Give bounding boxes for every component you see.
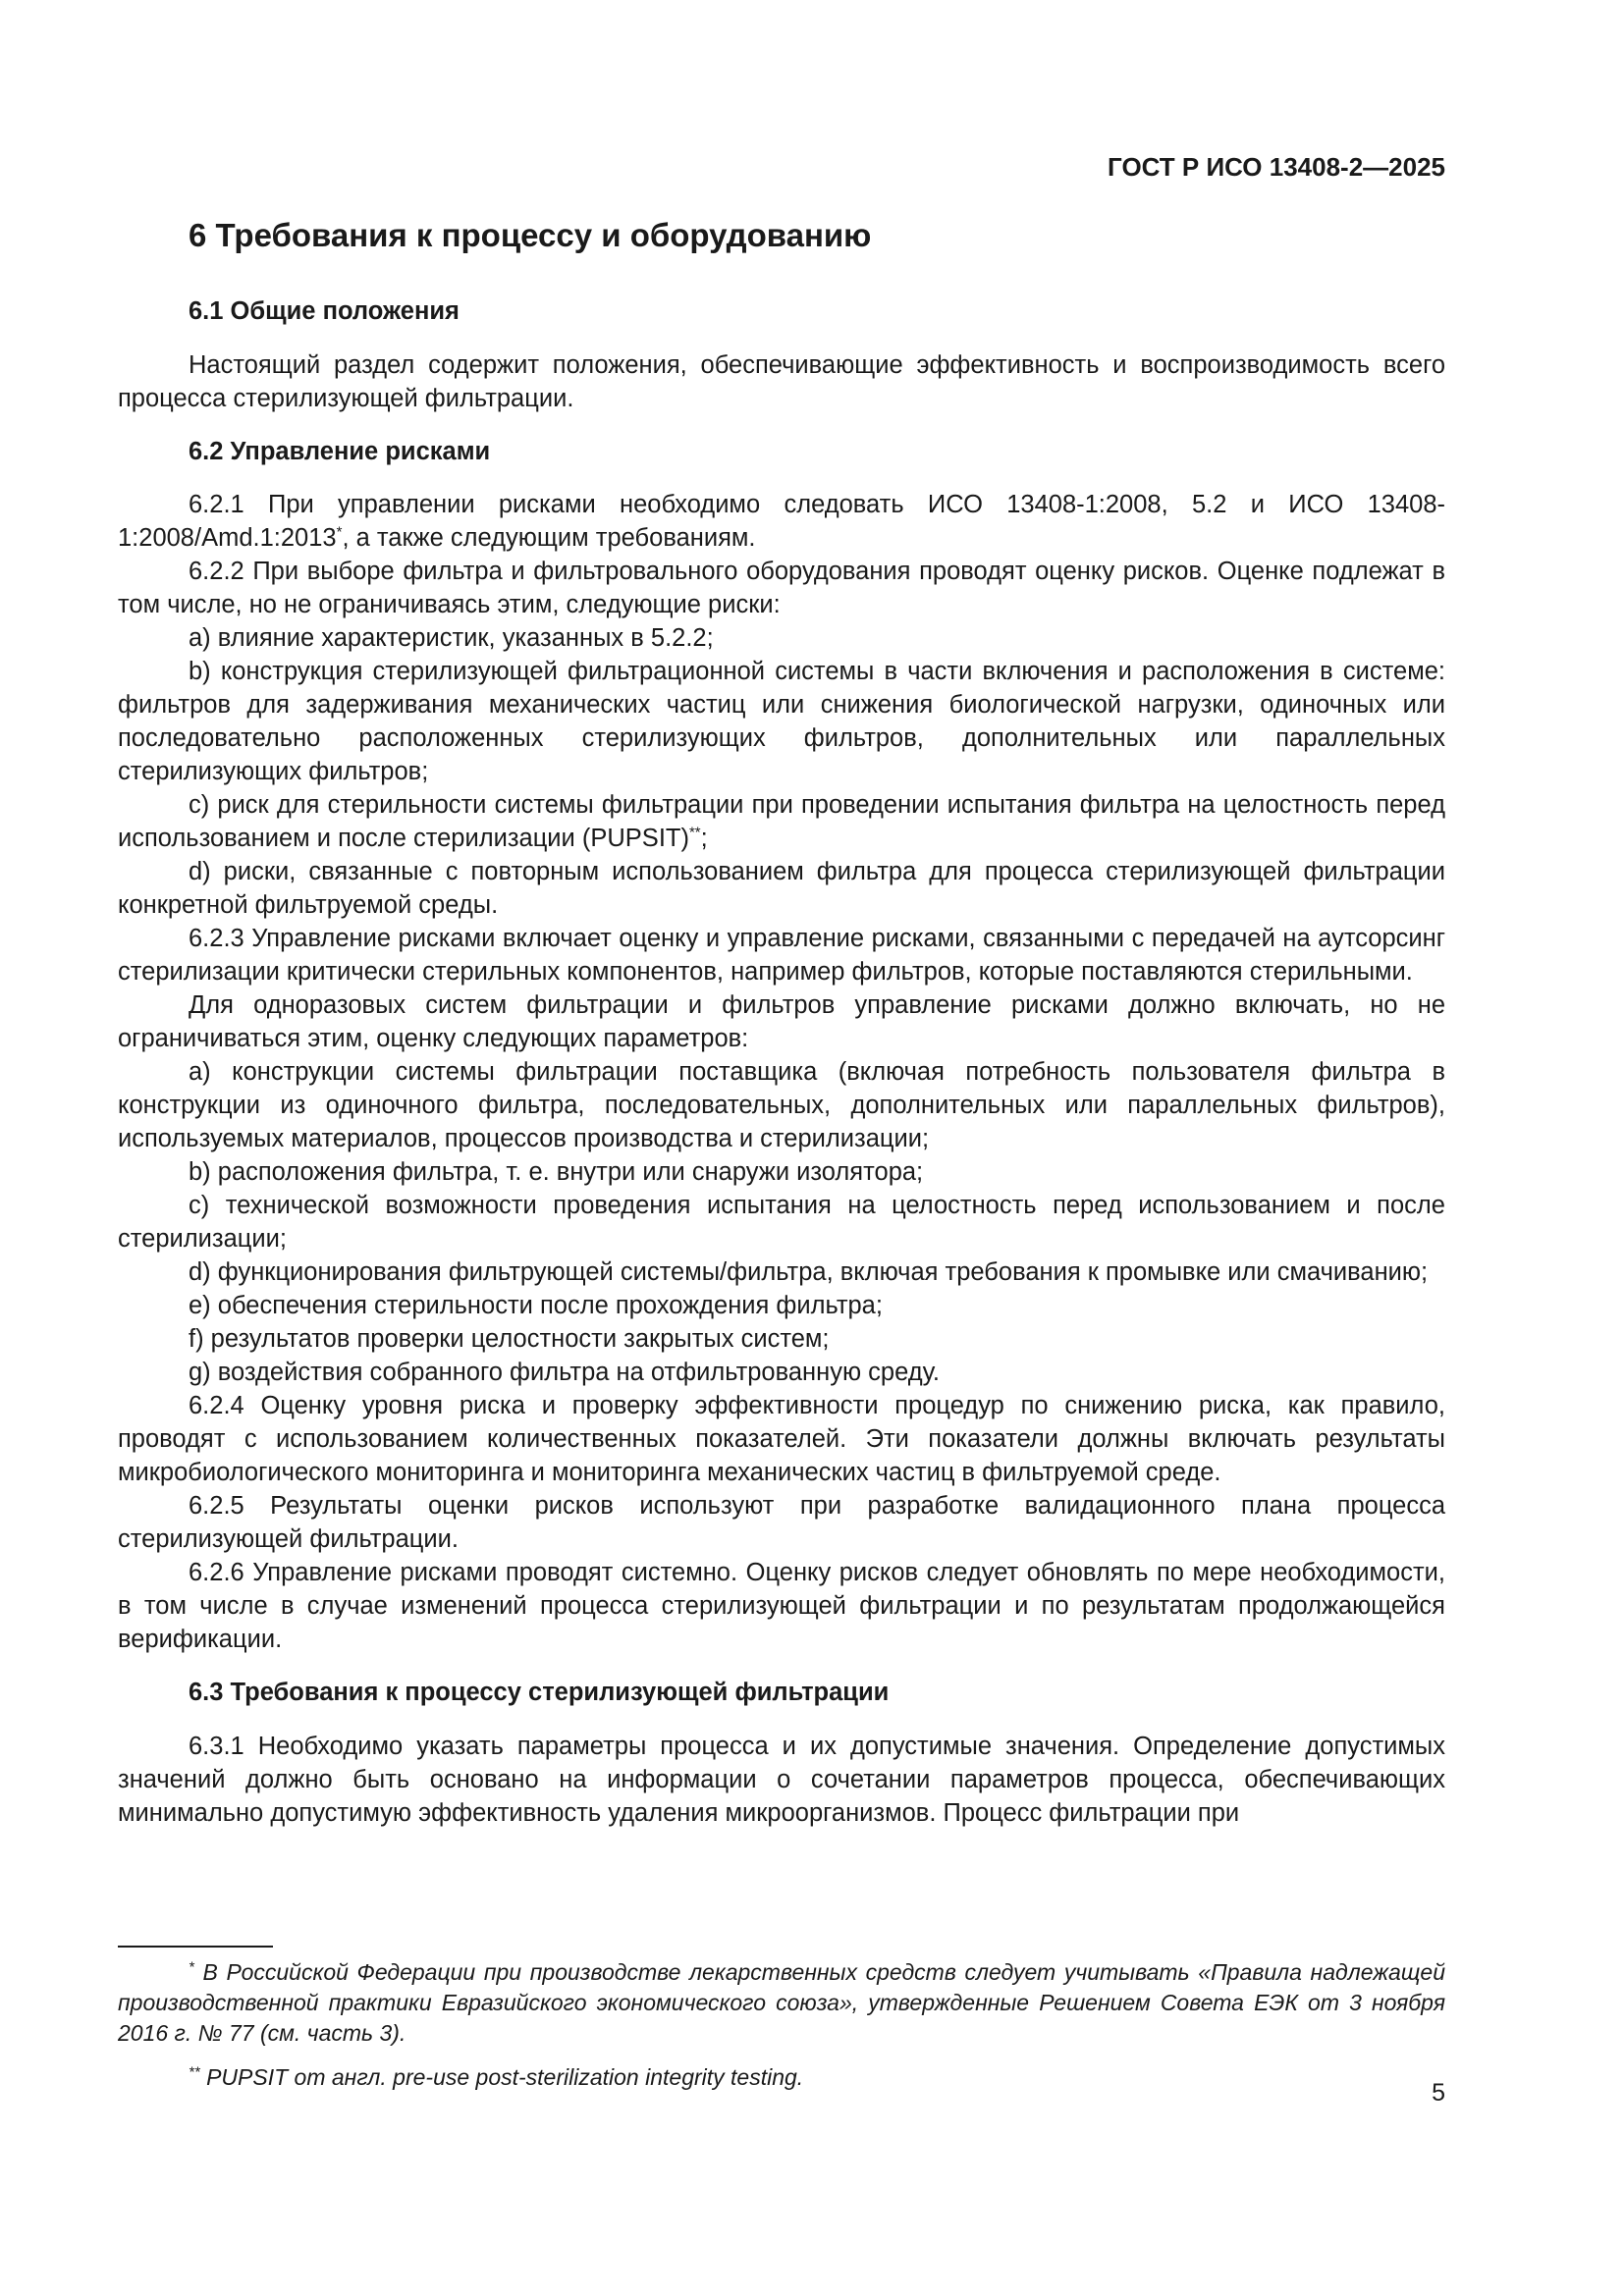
sub-list-item-g: g) воздействия собранного фильтра на отфильтрованную среду.	[189, 1359, 940, 1387]
section-title: 6 Требования к процессу и оборудованию	[189, 217, 872, 253]
footnote-2	[118, 2062, 1445, 2093]
sub-list-item-f: f) результатов проверки целостности закрытых систем;	[189, 1325, 830, 1354]
paragraph-6-2-5: 6.2.5 Результаты оценки рисков используют при разработке валидационного плана процесса стерилизующей фильтрации.	[118, 1492, 1445, 1554]
list-item-b: b) конструкция стерилизующей фильтрационной системы в части включения и расположения в системе: фильтров для задерживания механических частиц или снижения биологической нагрузки, одиночных или последовательно расположенных стерилизующих фильтров, дополнительных или параллельных стерилизующих фильтров;	[118, 658, 1445, 786]
list-item-c-end: ;	[700, 825, 708, 853]
list-item-a: a) влияние характеристик, указанных в 5.2.2;	[189, 624, 714, 653]
subsection-title-6-2: 6.2 Управление рисками	[189, 437, 491, 465]
footnotes	[118, 1946, 1445, 2107]
paragraph-6-3-1: 6.3.1 Необходимо указать параметры процесса и их допустимые значения. Определение допустимых значений должно быть основано на информации о сочетании параметров процесса, обеспечивающих минимально допустимую эффективность удаления микроорганизмов. Процесс фильтрации при	[118, 1733, 1445, 1828]
paragraph-6-2-1	[118, 488, 1445, 555]
subsection-title-6-1: 6.1 Общие положения	[189, 297, 460, 326]
footnote-separator	[118, 1946, 273, 1948]
footnote-ref-2: **	[688, 824, 701, 841]
paragraph-single-use-intro: Для одноразовых систем фильтрации и фильтров управление рисками должно включать, но не ограничиваться этим, оценку следующих параметров:	[118, 991, 1445, 1053]
footnote-mark-1: *	[189, 1958, 194, 1976]
paragraph-6-1: Настоящий раздел содержит положения, обеспечивающие эффективность и воспроизводимость всего процесса стерилизующей фильтрации.	[118, 350, 1445, 412]
paragraph-6-2-6: 6.2.6 Управление рисками проводят системно. Оценку рисков следует обновлять по мере необходимости, в том числе в случае изменений процесса стерилизующей фильтрации и по результатам продолжающейся верификации.	[118, 1559, 1445, 1654]
sub-list-item-b: b) расположения фильтра, т. е. внутри или снаружи изолятора;	[189, 1158, 924, 1187]
list-item-d: d) риски, связанные с повторным использованием фильтра для процесса стерилизующей фильтрации конкретной фильтруемой среды.	[118, 858, 1445, 920]
document-code: ГОСТ Р ИСО 13408-2—2025	[1108, 152, 1445, 182]
page-number: 5	[1432, 2079, 1445, 2107]
paragraph-6-2-2: 6.2.2 При выборе фильтра и фильтровального оборудования проводят оценку рисков. Оценке подлежат в том числе, но не ограничиваясь этим, следующие риски:	[118, 558, 1445, 619]
footnote-ref-1: *	[336, 523, 343, 541]
subsection-title-6-3: 6.3 Требования к процессу стерилизующей фильтрации	[189, 1679, 890, 1707]
paragraph-6-2-3: 6.2.3 Управление рисками включает оценку и управление рисками, связанными с передачей на аутсорсинг стерилизации критически стерильных компонентов, например фильтров, которые поставляются стерильными.	[118, 925, 1445, 987]
paragraph-6-2-4: 6.2.4 Оценку уровня риска и проверку эффективности процедур по снижению риска, как правило, проводят с использованием количественных показателей. Эти показатели должны включать результаты микробиологического мониторинга и мониторинга механических частиц в фильтруемой среде.	[118, 1392, 1445, 1487]
document-page	[118, 0, 1445, 2296]
footnote-1-text: В Российской Федерации при производстве лекарственных средств следует учитывать «Правила надлежащей производственной практики Евразийского экономического союза», утвержденные Решением Совета ЕЭК от 3 ноября 2016 г. № 77 (см. часть 3).	[118, 1959, 1445, 2046]
list-item-c	[118, 788, 1445, 855]
paragraph-6-2-1-end: , а также следующим требованиям.	[342, 524, 756, 553]
main-content	[118, 218, 1445, 1830]
sub-list-item-d: d) функционирования фильтрующей системы/фильтра, включая требования к промывке или смачиванию;	[189, 1258, 1429, 1287]
footnote-mark-2: **	[189, 2063, 200, 2081]
sub-list-item-e: e) обеспечения стерильности после прохождения фильтра;	[189, 1292, 883, 1320]
footnote-2-text: PUPSIT от англ. pre-use post-sterilization integrity testing.	[199, 2064, 804, 2090]
paragraph-6-2-1-text: 6.2.1 При управлении рисками необходимо следовать ИСО 13408-1:2008, 5.2 и ИСО 13408-1:2008/Amd.1:2013	[118, 491, 1445, 553]
sub-list-item-c: c) технической возможности проведения испытания на целостность перед использованием и после стерилизации;	[118, 1192, 1445, 1254]
footnote-1	[118, 1957, 1445, 2049]
list-item-c-text: c) риск для стерильности системы фильтрации при проведении испытания фильтра на целостность перед использованием и после стерилизации (PUPSIT)	[118, 791, 1445, 853]
sub-list-item-a: a) конструкции системы фильтрации поставщика (включая потребность пользователя фильтра в конструкции из одиночного фильтра, последовательных, дополнительных или параллельных фильтров), используемых материалов, процессов производства и стерилизации;	[118, 1058, 1445, 1153]
